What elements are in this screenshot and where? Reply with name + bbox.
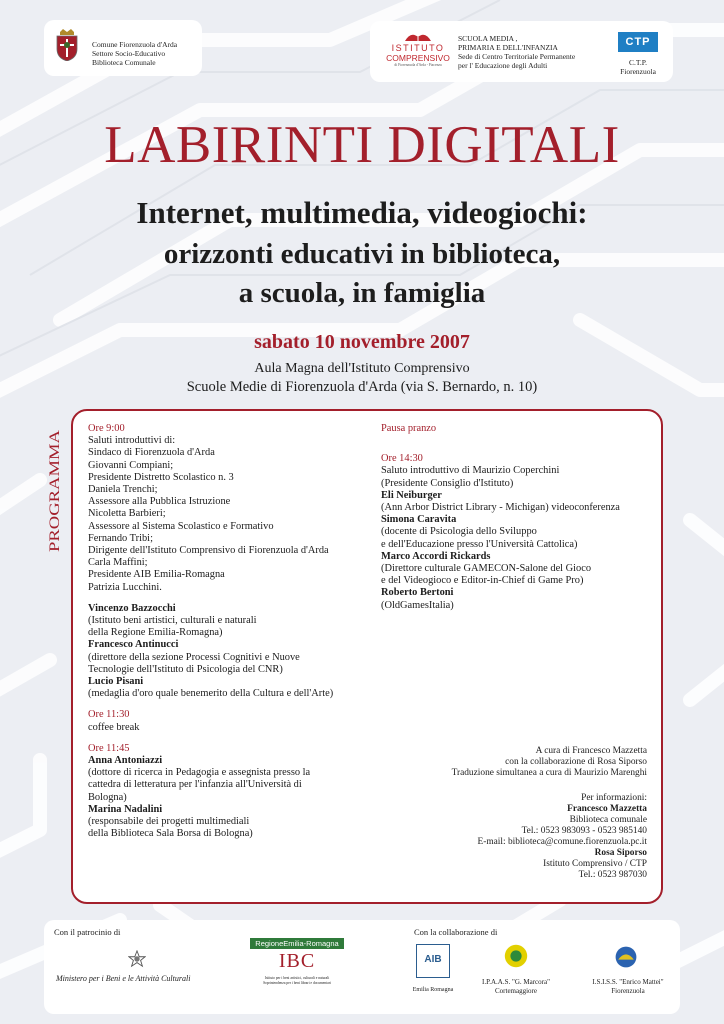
isiss-caption-1: I.S.I.S.S. "Enrico Mattei" (592, 978, 664, 986)
header-left-line-3: Biblioteca Comunale (92, 58, 156, 67)
program-right-text-line: (OldGamesItalia) (381, 599, 454, 611)
curated-line-3: Traduzione simultanea a cura di Maurizio Marenghi (451, 768, 647, 778)
subtitle-line-2: orizzonti educativi in biblioteca, (163, 238, 561, 270)
program-left-speaker-name: Marina Nadalini (88, 803, 163, 815)
subtitle-line-1: Internet, multimedia, videogiochi: (136, 195, 588, 230)
program-left-text-line: Nicoletta Barbieri; (88, 508, 166, 520)
ibc-caption-2: Soprintendenza per i beni librari e documentari (263, 981, 331, 985)
program-right-speaker-name: Eli Neiburger (381, 489, 442, 501)
info-text-line: Per informazioni: (581, 793, 647, 803)
program-left-text-line: (responsabile dei progetti multimediali (88, 816, 250, 828)
curated-block (452, 746, 647, 779)
program-left-time-heading: Ore 9:00 (88, 423, 125, 434)
info-block (477, 793, 647, 881)
info-text-line: Istituto Comprensivo / CTP (543, 859, 647, 869)
header-left-line-2: Settore Socio-Educativo (92, 49, 166, 58)
program-right-time-heading: Ore 14:30 (381, 453, 423, 465)
program-left-text-line: Assessore al Sistema Scolastico e Formativo (88, 520, 274, 532)
program-left-text-line: Assessore alla Pubblica Istruzione (88, 496, 231, 508)
collaboration-label: Con la collaborazione di (414, 927, 498, 937)
program-left-text-line: Sindaco di Fiorenzuola d'Arda (88, 447, 215, 459)
program-left-spacer (88, 734, 388, 743)
program-left-text-line: Giovanni Compiani; (88, 459, 174, 471)
program-right-spacer (381, 444, 661, 453)
program-left-text-line: (direttore della sezione Processi Cognitivi e Nuove (88, 651, 300, 663)
info-text-line: Biblioteca comunale (569, 815, 647, 825)
venue-line-2: Scuole Medie di Fiorenzuola d'Arda (via S. Bernardo, n. 10) (186, 379, 538, 395)
program-left-text-line: Bologna) (88, 791, 127, 803)
istituto-logo-top: ISTITUTO (391, 43, 445, 53)
ctp-caption-1: C.T.P. (629, 58, 647, 67)
header-right-line-1: SCUOLA MEDIA , (458, 34, 518, 43)
program-left-text-line: Fernando Tribi; (88, 532, 153, 544)
book-icon (403, 29, 433, 43)
ministry-name: Ministero per i Beni e le Attività Culturali (56, 974, 191, 983)
ibc-caption-1: Istituto per i beni artistici, culturali e naturali (264, 976, 330, 980)
program-left-spacer (88, 594, 388, 603)
program-left-speaker-name: Anna Antoniazzi (88, 755, 163, 767)
program-left-time-heading: Ore 11:30 (88, 709, 130, 721)
program-label-text: PROGRAMMA (47, 453, 63, 552)
program-left-text-line: della Regione Emilia-Romagna) (88, 627, 223, 639)
program-right-speaker-name: Marco Accordi Rickards (381, 550, 491, 562)
aib-caption: Emilia Romagna (412, 987, 454, 993)
ibc-logo: IBC (278, 950, 316, 972)
program-left-speaker-name: Francesco Antinucci (88, 639, 179, 651)
isiss-caption-2: Fiorenzuola (611, 987, 645, 995)
istituto-logo-caption: di Fiorenzuola d'Arda - Piacenza (394, 63, 442, 67)
program-left-text-line: della Biblioteca Sala Borsa di Bologna) (88, 828, 253, 840)
program-right-spacer (381, 435, 661, 444)
ctp-logo-mark: CTP (618, 32, 658, 52)
program-right-speaker-name: Roberto Bertoni (381, 587, 454, 599)
subtitle-line-3: a scuola, in famiglia (238, 277, 486, 309)
region-banner: RegioneEmilia-Romagna (250, 938, 344, 949)
program-left-text-line: Daniela Trenchi; (88, 484, 158, 496)
program-right-text-line: e dell'Educazione presso l'Università Cattolica) (381, 538, 578, 550)
program-left-text-line: cattedra di letteratura per l'infanzia all'Università di (88, 779, 302, 791)
curated-line-2: con la collaborazione di Rosa Siporso (505, 757, 647, 767)
program-right-text-line: (Ann Arbor District Library - Michigan) videoconferenza (381, 502, 620, 514)
main-title: LABIRINTI DIGITALI (104, 116, 620, 174)
ipaas-emblem-icon (502, 942, 530, 970)
header-right-line-4: per l' Educazione degli Adulti (458, 61, 548, 70)
program-left-text-line: (dottore di ricerca in Pedagogia e assegnista presso la (88, 767, 311, 779)
program-left-text-line: coffee break (88, 721, 140, 733)
program-left-text-line: Saluti introduttivi di: (88, 435, 176, 447)
header-right-card (370, 21, 673, 82)
isiss-emblem-icon (613, 944, 639, 970)
sponsor-card (44, 920, 680, 1014)
program-right-text-line: (docente di Psicologia dello Sviluppo (381, 526, 537, 538)
patronage-label: Con il patrocinio di (54, 927, 121, 937)
program-left-column (88, 423, 388, 841)
program-left-text-line: Presidente AIB Emilia-Romagna (88, 569, 225, 581)
ipaas-caption-2: Cortemaggiore (495, 987, 537, 995)
program-right-text-line: (Presidente Consiglio d'Istituto) (381, 477, 514, 489)
istituto-logo-bottom: COMPRENSIVO (386, 53, 450, 63)
curated-line-1: A cura di Francesco Mazzetta (535, 746, 647, 756)
aib-logo-text: AIB (424, 954, 442, 965)
info-speaker-name: Francesco Mazzetta (567, 804, 647, 814)
header-left-line-1: Comune Fiorenzuola d'Arda (92, 40, 178, 49)
program-left-speaker-name: Lucio Pisani (88, 676, 144, 688)
info-text-line: E-mail: biblioteca@comune.fiorenzuola.pc.it (477, 837, 647, 847)
header-left-card (44, 20, 202, 76)
municipal-crest-icon (54, 29, 80, 61)
istituto-logo (382, 29, 454, 75)
event-date: sabato 10 novembre 2007 (254, 331, 470, 353)
program-left-speaker-name: Vincenzo Bazzocchi (88, 602, 176, 614)
info-speaker-name: Rosa Siporso (594, 848, 647, 858)
program-left-spacer (88, 700, 388, 709)
ctp-caption-2: Fiorenzuola (620, 67, 656, 76)
ctp-logo (613, 32, 663, 76)
ipaas-caption-1: I.P.A.A.S. "G. Marcora" (482, 978, 550, 986)
program-left-text-line: (medaglia d'oro quale benemerito della Cultura e dell'Arte) (88, 688, 334, 700)
program-right-time-heading: Pausa pranzo (381, 423, 437, 434)
program-left-text-line: Carla Maffini; (88, 557, 148, 569)
info-text-line: Tel.: 0523 983093 - 0523 985140 (521, 826, 647, 836)
venue-line-1: Aula Magna dell'Istituto Comprensivo (254, 361, 470, 376)
program-left-text-line: Patrizia Lucchini. (88, 581, 162, 593)
header-right-line-2: PRIMARIA E DELL'INFANZIA (458, 43, 558, 52)
program-right-text-line: Saluto introduttivo di Maurizio Coperchini (381, 465, 560, 477)
program-left-text-line: (Istituto beni artistici, culturali e naturali (88, 615, 257, 627)
program-right-text-line: e del Videogioco e Editor-in-Chief di Game Pro) (381, 575, 584, 587)
aib-logo (416, 944, 450, 978)
program-vertical-label (42, 428, 64, 553)
program-right-column (381, 423, 661, 612)
program-right-text-line: (Direttore culturale GAMECON-Salone del Gioco (381, 563, 592, 575)
program-box (71, 409, 663, 904)
program-left-text-line: Presidente Distretto Scolastico n. 3 (88, 471, 234, 483)
info-text-line: Tel.: 0523 987030 (578, 870, 647, 880)
program-left-text-line: Tecnologie dell'Istituto di Psicologia del CNR) (88, 663, 283, 675)
program-left-text-line: Dirigente dell'Istituto Comprensivo di Fiorenzuola d'Arda (88, 545, 329, 557)
italian-emblem-icon (128, 950, 146, 968)
program-left-time-heading: Ore 11:45 (88, 742, 130, 754)
program-right-speaker-name: Simona Caravita (381, 514, 457, 526)
header-right-line-3: Sede di Centro Territoriale Permanente (458, 52, 576, 61)
